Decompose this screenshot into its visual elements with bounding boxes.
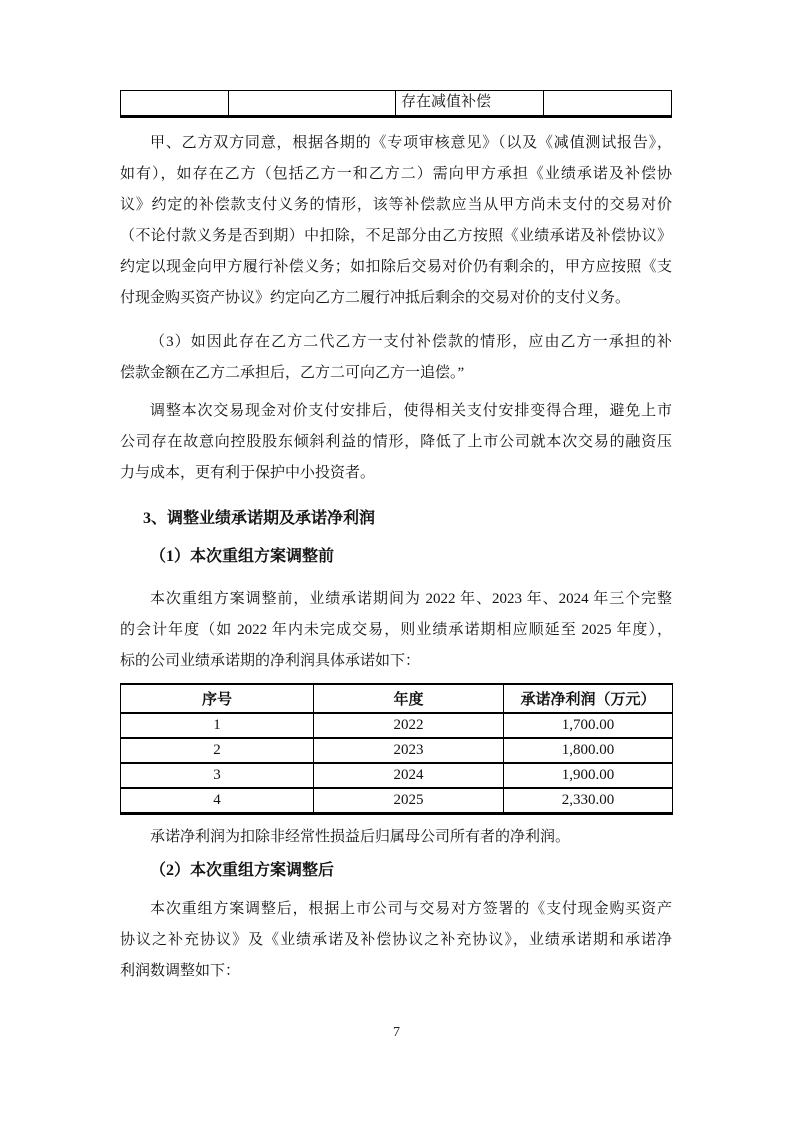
promised-net-profit-table <box>120 683 673 815</box>
text-line: （3）如因此存在乙方二代乙方一支付补偿款的情形，应由乙方一承担的补 <box>150 334 672 350</box>
text-line: 的会计年度（如 2022 年内未完成交易，则业绩承诺期相应顺延至 2025 年度）， <box>120 622 672 638</box>
cell-serial: 3 <box>121 763 314 788</box>
cell-year: 2023 <box>314 738 504 763</box>
cell-profit: 2,330.00 <box>504 788 673 814</box>
text-line: 协议之补充协议》及《业绩承诺及补偿协议之补充协议》，业绩承诺期和承诺净 <box>120 932 672 948</box>
cell-profit: 1,700.00 <box>504 713 673 738</box>
heading-after-adjustment: （2）本次重组方案调整后 <box>150 862 335 879</box>
heading-adjust-performance-commitment: 3、调整业绩承诺期及承诺净利润 <box>143 510 376 527</box>
fragment-cell <box>543 91 671 115</box>
paragraph-adjustment-rationale <box>120 396 672 489</box>
text-line: 公司存在故意向控股股东倾斜利益的情形，降低了上市公司就本次交易的融资压 <box>120 434 672 450</box>
text-line: 力与成本，更有利于保护中小投资者。 <box>120 465 376 481</box>
text-line: 标的公司业绩承诺期的净利润具体承诺如下： <box>120 653 421 669</box>
cell-serial: 1 <box>121 713 314 738</box>
paragraph-item-3-recourse <box>120 327 672 389</box>
header-serial-number: 序号 <box>121 684 314 713</box>
cell-profit: 1,800.00 <box>504 738 673 763</box>
cell-year: 2025 <box>314 788 504 814</box>
cell-year: 2022 <box>314 713 504 738</box>
text-line: 调整本次交易现金对价支付安排后，使得相关支付安排变得合理，避免上市 <box>150 403 672 419</box>
paragraph-before-adjustment-intro <box>120 584 672 677</box>
text-line: 甲、乙方双方同意，根据各期的《专项审核意见》（以及《减值测试报告》， <box>150 135 672 151</box>
text-line: 议》约定的补偿款支付义务的情形，该等补偿款应当从甲方尚未支付的交易对价 <box>120 197 672 213</box>
table-row <box>121 788 673 814</box>
table-row <box>121 763 673 788</box>
cell-serial: 4 <box>121 788 314 814</box>
paragraph-compensation-deduction <box>120 128 672 314</box>
text-line: 付现金购买资产协议》约定向乙方二履行冲抵后剩余的交易对价的支付义务。 <box>120 290 631 306</box>
text-line: 利润数调整如下： <box>120 963 241 979</box>
table-row <box>121 713 673 738</box>
text-line: 本次重组方案调整前，业绩承诺期间为 2022 年、2023 年、2024 年三个完整 <box>150 591 672 607</box>
text-line: 偿款金额在乙方二承担后，乙方二可向乙方一追偿。” <box>120 365 465 381</box>
text-line: 本次重组方案调整后，根据上市公司与交易对方签署的《支付现金购买资产 <box>150 901 672 917</box>
cell-profit: 1,900.00 <box>504 763 673 788</box>
heading-before-adjustment: （1）本次重组方案调整前 <box>150 548 335 565</box>
cell-year: 2024 <box>314 763 504 788</box>
header-promised-net-profit: 承诺净利润（万元） <box>504 684 673 713</box>
table-fragment-row <box>120 90 672 118</box>
table-header-row <box>121 684 673 713</box>
table-row <box>121 738 673 763</box>
text-line: 如有），如存在乙方（包括乙方一和乙方二）需向甲方承担《业绩承诺及补偿协 <box>120 166 672 182</box>
text-line: 约定以现金向甲方履行补偿义务；如扣除后交易对价仍有剩余的，甲方应按照《支 <box>120 259 672 275</box>
fragment-cell <box>121 91 228 115</box>
paragraph-net-profit-definition <box>120 822 672 853</box>
cell-serial: 2 <box>121 738 314 763</box>
page-number: 7 <box>393 1025 400 1040</box>
text-line: （不论付款义务是否到期）中扣除，不足部分由乙方按照《业绩承诺及补偿协议》 <box>120 228 672 244</box>
fragment-cell <box>228 91 395 115</box>
fragment-cell-impairment-compensation: 存在减值补偿 <box>395 91 543 115</box>
text-line: 承诺净利润为扣除非经常性损益后归属母公司所有者的净利润。 <box>150 829 571 845</box>
header-year: 年度 <box>314 684 504 713</box>
paragraph-after-adjustment-intro <box>120 894 672 987</box>
